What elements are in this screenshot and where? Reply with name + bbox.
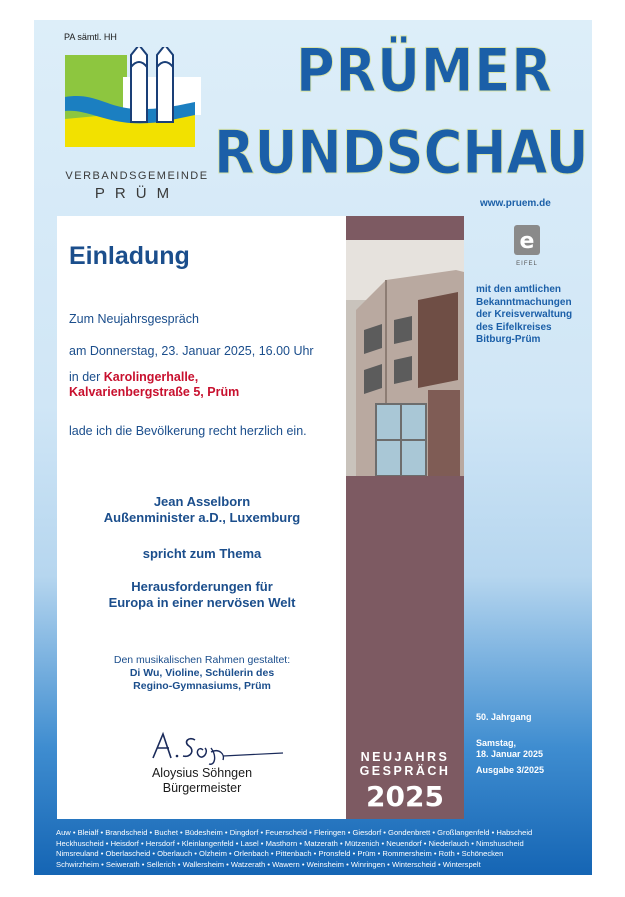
topic-block (57, 579, 347, 611)
issue-number: Ausgabe 3/2025 (476, 765, 545, 775)
music-block (57, 667, 347, 693)
topic-line-2: Europa in einer nervösen Welt (108, 595, 296, 610)
event-badge-line1: NEUJAHRS (360, 750, 450, 764)
invitation-venue (69, 370, 239, 400)
masthead-title-line2: RUNDSCHAU (214, 118, 589, 188)
venue-prefix: in der (69, 370, 104, 384)
website-link[interactable]: www.pruem.de (480, 198, 551, 209)
invitation-line-2: am Donnerstag, 23. Januar 2025, 16.00 Uhr (69, 344, 314, 358)
municipality-list (56, 828, 586, 871)
newspaper-cover (34, 20, 592, 875)
music-line-1: Di Wu, Violine, Schülerin des (129, 667, 275, 679)
speaker-role: Außenminister a.D., Luxemburg (103, 510, 301, 525)
music-heading: Den musikalischen Rahmen gestaltet: (113, 654, 291, 666)
signature-image (145, 726, 285, 766)
announcement-line: des Eifelkreises (476, 321, 552, 333)
signer-title: Bürgermeister (162, 781, 242, 795)
announcement-line: mit den amtlichen (476, 284, 562, 295)
volume-label: 50. Jahrgang (476, 712, 532, 722)
venue-name: Karolingerhalle, (103, 370, 199, 384)
invitation-heading: Einladung (69, 242, 190, 270)
event-badge-title (346, 750, 464, 778)
building-photo (346, 240, 464, 476)
verbandsgemeinde-logo (65, 47, 201, 147)
svg-text:e: e (519, 229, 535, 254)
issue-date-line1: Samstag, (476, 738, 517, 748)
municipality-row: Nimsreuland • Oberlascheid • Oberlauch • Olzheim • Orlenbach • Pittenbach • Pronsfeld • Prüm • Rommersheim • Roth • Schönecken (56, 849, 504, 859)
venue-address: Kalvarienbergstraße 5, Prüm (69, 385, 240, 399)
signer-block (57, 766, 347, 796)
event-photo-column (346, 216, 464, 819)
issue-date-line2: 18. Januar 2025 (476, 749, 544, 759)
municipality-row: Heckhuscheid • Heisdorf • Hersdorf • Kleinlangenfeld • Lasel • Masthorn • Matzerath • Mützenich • Neuendorf • Niederlauch • Nimshuscheid (56, 838, 524, 848)
pa-note: PA sämtl. HH (64, 32, 117, 42)
eifel-label: EIFEL (516, 261, 538, 267)
speaker-block (57, 494, 347, 526)
issue-date (476, 738, 543, 760)
municipality-row: Schwirzheim • Seiwerath • Sellerich • Wallersheim • Watzerath • Wawern • Weinsheim • Winringen • Winterscheid • Winterspelt (56, 860, 481, 870)
logo-name-line1: VERBANDSGEMEINDE (65, 170, 209, 182)
masthead-title-line1: PRÜMER (296, 36, 553, 106)
announcement-line: Bekanntmachungen (476, 296, 572, 308)
event-badge-line2: GESPRÄCH (359, 764, 451, 778)
official-announcement-note (476, 284, 586, 347)
eifel-e-icon (512, 224, 542, 256)
announcement-line: der Kreisverwaltung (476, 309, 573, 320)
invitation-card (57, 216, 347, 819)
municipality-row: Auw • Bleialf • Brandscheid • Buchet • Büdesheim • Dingdorf • Feuerscheid • Fleringen • Giesdorf • Gondenbrett • Großlangenfeld • Habscheid (56, 828, 533, 837)
event-badge-year: 2025 (366, 780, 444, 813)
topic-intro: spricht zum Thema (142, 546, 262, 561)
topic-line-1: Herausforderungen für (131, 579, 273, 594)
logo-name-line2: PRÜM (94, 185, 180, 202)
announcement-line: Bitburg-Prüm (476, 334, 541, 345)
invitation-line-1: Zum Neujahrsgespräch (69, 312, 199, 326)
invitation-line-4: lade ich die Bevölkerung recht herzlich ein. (69, 424, 307, 438)
music-line-2: Regino-Gymnasiums, Prüm (133, 680, 271, 692)
signer-name: Aloysius Söhngen (151, 766, 253, 780)
speaker-name: Jean Asselborn (153, 494, 251, 509)
eifel-logo (512, 224, 542, 267)
